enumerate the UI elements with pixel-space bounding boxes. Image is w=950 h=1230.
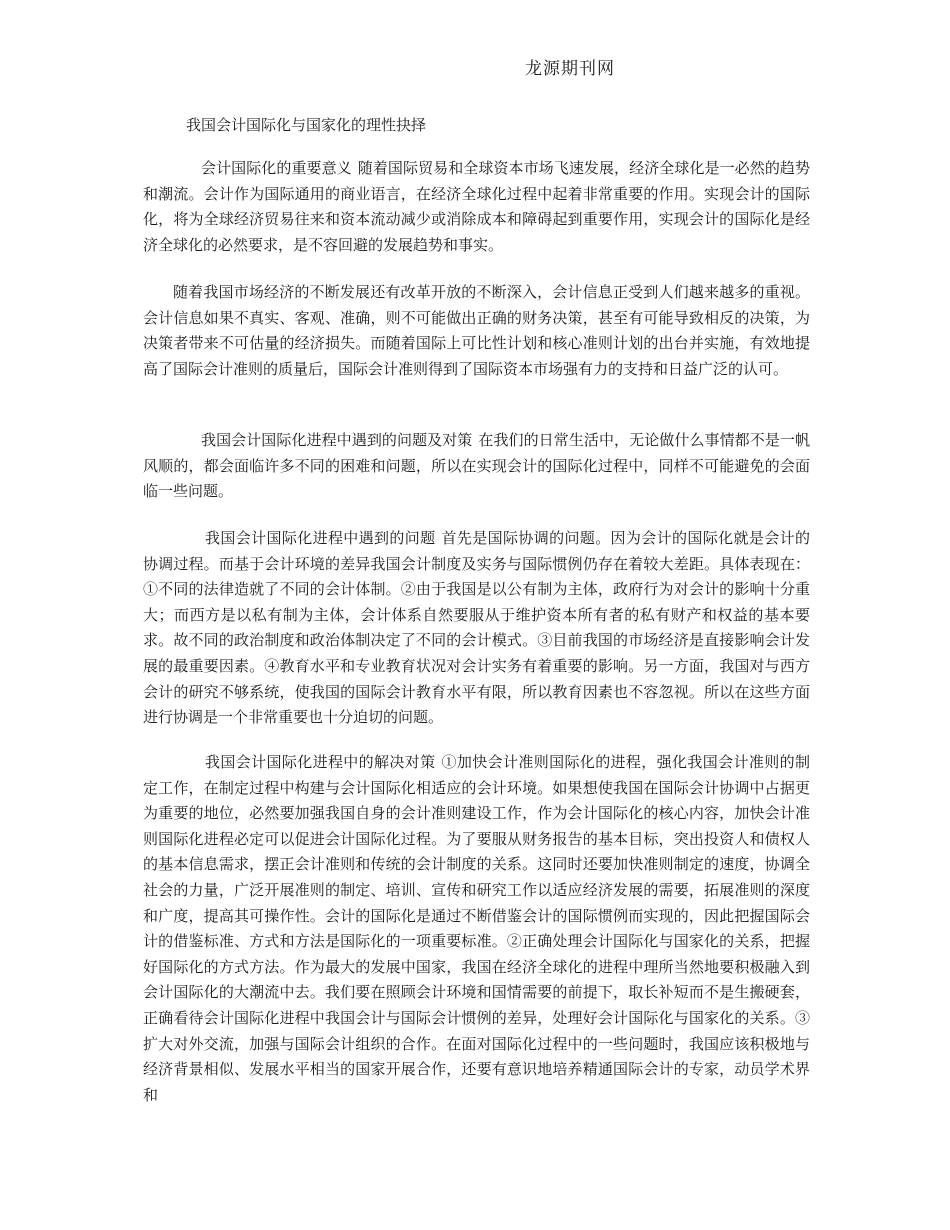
paragraph-text: 随着国际贸易和全球资本市场飞速发展，经济全球化是一必然的趋势和潮流。会计作为国际通用的商业语言，在经济全球化过程中起着非常重要的作用。实现会计的国际化，将为全球经济贸易往来和资本流动减少或消除成本和障碍起到重要作用，实现会计的国际化是经济全球化的必然要求，是不容回避的发展趋势和事实。 [143, 159, 810, 254]
document-title: 我国会计国际化与国家化的理性抉择 [186, 116, 427, 134]
section-heading: 我国会计国际化进程中的解决对策 [205, 753, 436, 771]
section-heading: 我国会计国际化进程中遇到的问题及对策 [201, 431, 473, 449]
paragraph-text: ①加快会计准则国际化的进程，强化我国会计准则的制定工作，在制定过程中构建与会计国际化相适应的会计环境。如果想使我国在国际会计协调中占据更为重要的地位，必然要加强我国自身的会计准则建设工作，作为会计国际化的核心内容，加快会计准则国际化进程必定可以促进会计国际化过程。为了要服从财务报告的基本目标，突出投资人和债权人的基本信息需求，摆正会计准则和传统的会计制度的关系。这同时还要加快准则制定的速度，协调全社会的力量，广泛开展准则的制定、培训、宣传和研究工作以适应经济发展的需要，拓展准则的深度和广度，提高其可操作性。会计的国际化是通过不断借鉴会计的国际惯例而实现的，因此把握国际会计的借鉴标准、方式和方法是国际化的一项重要标准。②正确处理会计国际化与国家化的关系，把握好国际化的方式方法。作为最大的发展中国家，我国在经济全球化的进程中理所当然地要积极融入到会计国际化的大潮流中去。我们要在照顾会计环境和国情需要的前提下，取长补短而不是生搬硬套，正确看待会计国际化进程中我国会计与国际会计惯例的差异，处理好会计国际化与国家化的关系。③扩大对外交流，加强与国际会计组织的合作。在面对国际化过程中的一些问题时，我国应该积极地与经济背景相似、发展水平相当的国家开展合作，还要有意识地培养精通国际会计的专家，动员学术界和 [143, 753, 810, 1104]
paragraph-text: 首先是国际协调的问题。因为会计的国际化就是会计的协调过程。而基于会计环境的差异我国会计制度及实务与国际惯例仍存在着较大差距。具体表现在：①不同的法律造就了不同的会计体制。②由于我国是以公有制为主体，政府行为对会计的影响十分重大；而西方是以私有制为主体，会计体系自然要服从于维护资本所有者的私有财产和权益的基本要求。故不同的政治制度和政治体制决定了不同的会计模式。③目前我国的市场经济是直接影响会计发展的最重要因素。④教育水平和专业教育状况对会计实务有着重要的影响。另一方面，我国对与西方会计的研究不够系统，使我国的国际会计教育水平有限，所以教育因素也不容忽视。所以在这些方面进行协调是一个非常重要也十分迫切的问题。 [143, 529, 810, 727]
section-heading: 我国会计国际化进程中遇到的问题 [205, 529, 436, 547]
paragraph-solutions [143, 750, 810, 1108]
paragraph-text: 随着我国市场经济的不断发展还有改革开放的不断深入，会计信息正受到人们越来越多的重视。会计信息如果不真实、客观、准确，则不可能做出正确的财务决策，甚至有可能导致相反的决策，为决策者带来不可估量的经济损失。而随着国际上可比性计划和核心准则计划的出台并实施，有效地提高了国际会计准则的质量后，国际会计准则得到了国际资本市场强有力的支持和日益广泛的认可。 [143, 283, 810, 378]
paragraph-significance [143, 156, 810, 258]
paragraph-text: 在我们的日常生活中，无论做什么事情都不是一帆风顺的，都会面临许多不同的困难和问题，所以在实现会计的国际化过程中，同样不可能避免的会面临一些问题。 [143, 431, 810, 501]
paragraph-problems-and-countermeasures [143, 428, 810, 505]
paragraph-problems [143, 526, 810, 731]
section-heading: 会计国际化的重要意义 [201, 159, 352, 177]
site-name: 龙源期刊网 [525, 59, 615, 79]
paragraph-market-economy [143, 280, 810, 382]
